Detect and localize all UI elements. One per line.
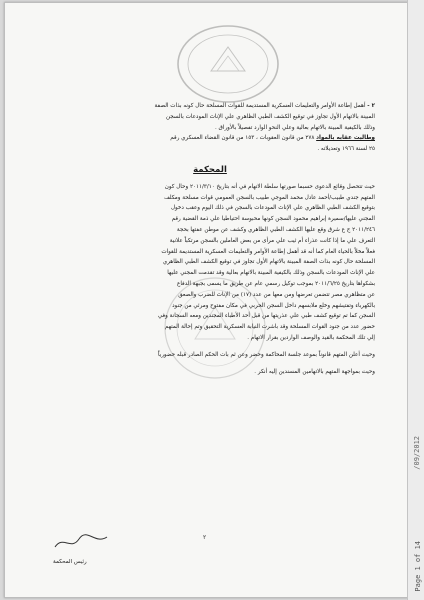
- legal-basis-lead: وطالبت عقابه بالمواد: [316, 135, 375, 142]
- body-line: فعلاً مخلاً بالحياء العام كما أنه قد أهمل إطاعة الأوامر والتعليمات العسكرية المستديمة للقوات: [161, 248, 375, 255]
- charge-2-line-2: المبينة بالاتهام الأول تجاوز في توقيع الكشف الطبي الظاهري علي الإناث المودعات بالسجن: [166, 113, 375, 120]
- body-line: عن متظاهري مصر تتضمن تعرضها ومن معها من عدد (١٧) من الإناث للضرب والصعق: [178, 291, 375, 298]
- handwritten-signature: [51, 531, 111, 553]
- court-president-label: رئيس المحكمة: [53, 559, 87, 565]
- paragraph-notification: وحيث أعلن المتهم قانوناً بموعد جلسة المحاكمة وحضر وعن ثم بات الحكم الصادر قبله حضورياً: [157, 351, 375, 358]
- body-line: المسلحة حال كونه بذات الصفة المبينة بالاتهام الأول تجاوز في توقيع الكشف الطبي الظاهري: [162, 259, 375, 266]
- body-line: علي الإناث المودعات بالسجن وذلك بالكيفية المبينة بالاتهام بعالية وقد تقدمت المجني عليها: [167, 270, 375, 277]
- fax-margin-strip: [407, 0, 424, 600]
- page-number: ٢: [203, 534, 207, 541]
- legal-basis-text: ٢٧٨ من قانون العقوبات ، ١٥٣ من قانون القضاء العسكري رقم: [170, 135, 317, 142]
- body-line: بالكهرباء وتفتيشهم وخلع ملابسهم داخل السجن الحربي في مكان مفتوح ومرئي من جنود: [172, 302, 375, 309]
- legal-basis: [45, 133, 375, 144]
- body-line: إلي تلك المحكمة بالقيد والوصف الواردين بقرار الاتهام .: [247, 334, 375, 341]
- body-line: ٢٠١١/٢٤٦ ج ع شرق وقع عليها الكشف الطبي الظاهري وكشف عن موطن عفتها بحجة: [176, 226, 375, 233]
- document-page: [4, 2, 408, 598]
- charge-2-line-1: أهمل إطاعة الأوامر والتعليمات العسكرية المستديمة للقوات المسلحة حال كونه بذات الصفة: [154, 103, 366, 109]
- charge-2-number: ٢ -: [367, 103, 375, 109]
- paragraph-denial: وحيث بمواجهة المتهم بالاتهامين المسندين إليه أنكر .: [254, 368, 375, 375]
- body-line: المجني عليها/سميرة إبراهيم محمود السجن كونها محبوسة احتياطيا علي ذمة القضية رقم: [171, 216, 375, 223]
- body-line: السجن كما تم توقيع كشف طبي علي عذريتها من قبل أحد الأطباء المجندين ومعه السجانة وفي: [157, 313, 375, 320]
- body-line: بتوقيع الكشف الطبي الظاهري علي الإناث المودعات بالسجن في ذلك اليوم وعقب دخول: [170, 205, 375, 212]
- charge-2: [45, 101, 375, 112]
- legal-basis-line-2: ٢٥ لسنة ١٩٦٦ وتعديلاته .: [317, 146, 375, 153]
- body-line: حضور عدد من جنود القوات المسلحة وقد باشرت النيابة العسكرية التحقيق وتم إحالة المتهم: [164, 324, 375, 331]
- fax-page-counter: Page 1 of 14: [414, 541, 422, 592]
- charge-2-line-3: وذلك بالكيفية المبينة بالاتهام بعالية وعلي النحو الوارد تفصيلاً بالأوراق .: [215, 124, 375, 131]
- body-line: المتهم جندي طبيب/أحمد عادل محمد الموجي طبيب بالسجن العمومي قوات مسلحة ومكلف: [164, 194, 375, 201]
- document-body: [45, 101, 375, 377]
- section-title-court: المحكمة: [193, 164, 227, 175]
- body-line: حيث تتحصل وقائع الدعوى حسبما صورتها سلطة الاتهام في أنه بتاريخ ٢٠١١/٣/١٠ وحال كون: [164, 183, 375, 190]
- body-line: بشكواها بتاريخ ٢٠١١/٦/٢٥ بموجب توكيل رسمي عام عن طريق ما يسمى بجبهة الدفاع: [176, 280, 375, 287]
- body-line: التعرف علي ما إذا كانت عذراء أم ثيب علي مرأى من بعض العاملين بالسجن مرتكباً علانية: [169, 237, 375, 244]
- official-seal-stamp: [173, 21, 283, 107]
- fax-date: /09/2012: [413, 436, 421, 470]
